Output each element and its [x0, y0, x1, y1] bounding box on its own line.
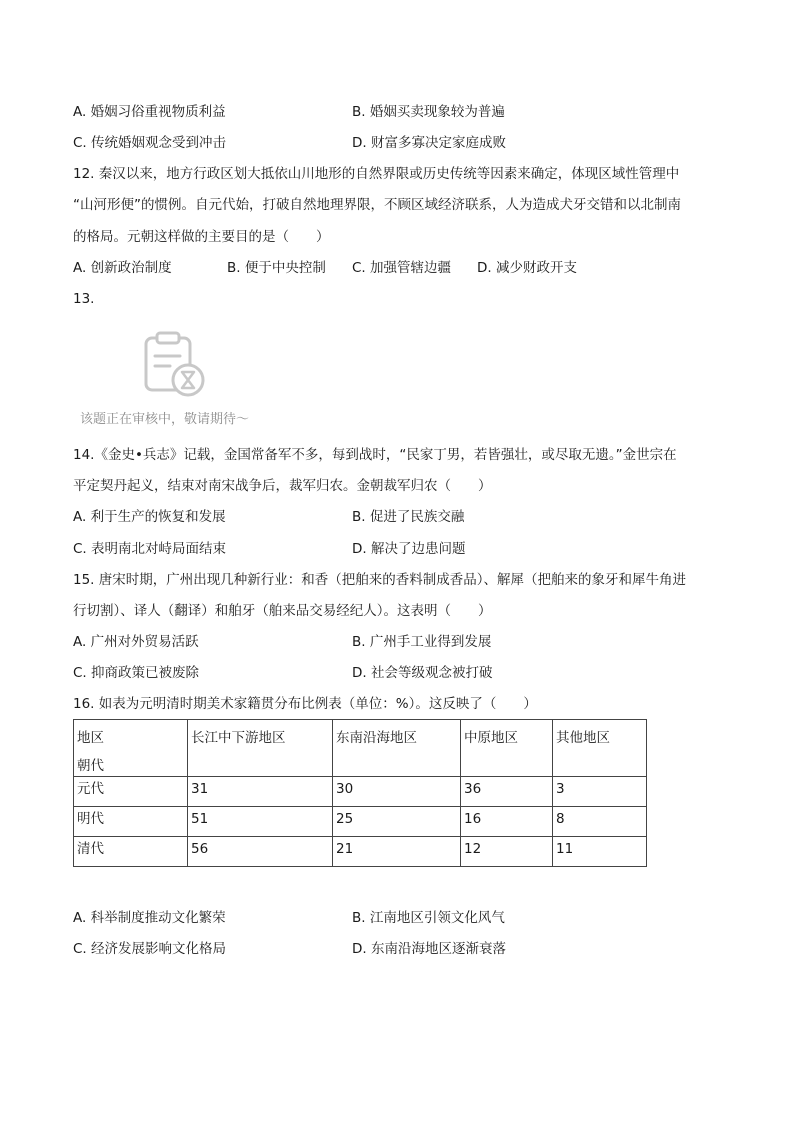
table-header-row: [74, 720, 647, 777]
q11-option-d[interactable]: D. 财富多寡决定家庭成败: [352, 135, 506, 151]
corner-region-label: 地区: [77, 730, 104, 746]
row-label: 元代: [74, 777, 188, 807]
table-cell: 30: [333, 777, 461, 807]
q12-option-b[interactable]: B. 便于中央控制: [227, 260, 326, 276]
q11-option-c[interactable]: C. 传统婚姻观念受到冲击: [73, 135, 227, 151]
table-cell: 51: [188, 807, 333, 837]
q14-option-a[interactable]: A. 利于生产的恢复和发展: [73, 509, 226, 525]
q11-option-a[interactable]: A. 婚姻习俗重视物质利益: [73, 104, 226, 120]
table-row: [74, 807, 647, 837]
q15-option-b[interactable]: B. 广州手工业得到发展: [352, 634, 492, 650]
table-row: [74, 837, 647, 867]
q16-option-c[interactable]: C. 经济发展影响文化格局: [73, 941, 227, 957]
q14-stem-line-2: 平定契丹起义，结束对南宋战争后，裁军归农。金朝裁军归农（ ）: [73, 478, 492, 494]
q12-option-a[interactable]: A. 创新政治制度: [73, 260, 172, 276]
q15-stem-line-1: 15. 唐宋时期，广州出现几种新行业：和香（把舶来的香料制成香品）、解犀（把舶来的象牙和犀牛角进: [73, 572, 687, 588]
q16-option-d[interactable]: D. 东南沿海地区逐渐衰落: [352, 941, 506, 957]
q13-pending-placeholder: [78, 328, 278, 428]
q12-stem-line-1: 12. 秦汉以来，地方行政区划大抵依山川地形的自然界限或历史传统等因素来确定，体现区域性管理中: [73, 166, 680, 182]
table-cell: 36: [461, 777, 553, 807]
q14-stem-line-1: 14.《金史•兵志》记载，金国常备军不多，每到战时，“民家丁男，若皆强壮，或尽取无遗。”金世宗在: [73, 447, 677, 463]
q14-option-d[interactable]: D. 解决了边患问题: [352, 541, 466, 557]
row-label: 明代: [74, 807, 188, 837]
row-label: 清代: [74, 837, 188, 867]
table-cell: 3: [553, 777, 647, 807]
clipboard-hourglass-icon: [140, 330, 208, 398]
table-cell: 16: [461, 807, 553, 837]
q15-option-a[interactable]: A. 广州对外贸易活跃: [73, 634, 199, 650]
q15-stem-line-2: 行切割）、译人（翻译）和舶牙（舶来品交易经纪人）。这表明（ ）: [73, 603, 492, 619]
artist-origin-table: [73, 719, 647, 867]
table-cell: 8: [553, 807, 647, 837]
corner-dynasty-label: 朝代: [77, 758, 104, 774]
q12-option-d[interactable]: D. 减少财政开支: [477, 260, 577, 276]
q16-option-b[interactable]: B. 江南地区引领文化风气: [352, 910, 505, 926]
q16-stem: 16. 如表为元明清时期美术家籍贯分布比例表（单位：%）。这反映了（ ）: [73, 696, 537, 712]
q12-option-c[interactable]: C. 加强管辖边疆: [352, 260, 452, 276]
q15-option-d[interactable]: D. 社会等级观念被打破: [352, 665, 493, 681]
col-header-southeast-coast: 东南沿海地区: [333, 720, 461, 777]
q14-option-c[interactable]: C. 表明南北对峙局面结束: [73, 541, 227, 557]
q12-stem-line-2: “山河形便”的惯例。自元代始，打破自然地理界限，不顾区域经济联系，人为造成犬牙交错和以北制南: [73, 197, 681, 213]
q13-pending-text: 该题正在审核中，敬请期待～: [80, 412, 250, 427]
table-row: [74, 777, 647, 807]
q16-option-a[interactable]: A. 科举制度推动文化繁荣: [73, 910, 226, 926]
table-cell: 31: [188, 777, 333, 807]
table-cell: 11: [553, 837, 647, 867]
table-cell: 21: [333, 837, 461, 867]
q14-option-b[interactable]: B. 促进了民族交融: [352, 509, 465, 525]
col-header-other: 其他地区: [553, 720, 647, 777]
table-cell: 56: [188, 837, 333, 867]
table-corner-cell: [74, 720, 188, 777]
q11-option-b[interactable]: B. 婚姻买卖现象较为普遍: [352, 104, 505, 120]
q15-option-c[interactable]: C. 抑商政策已被废除: [73, 665, 200, 681]
q12-stem-line-3: 的格局。元朝这样做的主要目的是（ ）: [73, 229, 330, 245]
q13-number: 13.: [73, 291, 95, 307]
col-header-yangtze: 长江中下游地区: [188, 720, 333, 777]
col-header-central-plains: 中原地区: [461, 720, 553, 777]
table-cell: 25: [333, 807, 461, 837]
table-cell: 12: [461, 837, 553, 867]
